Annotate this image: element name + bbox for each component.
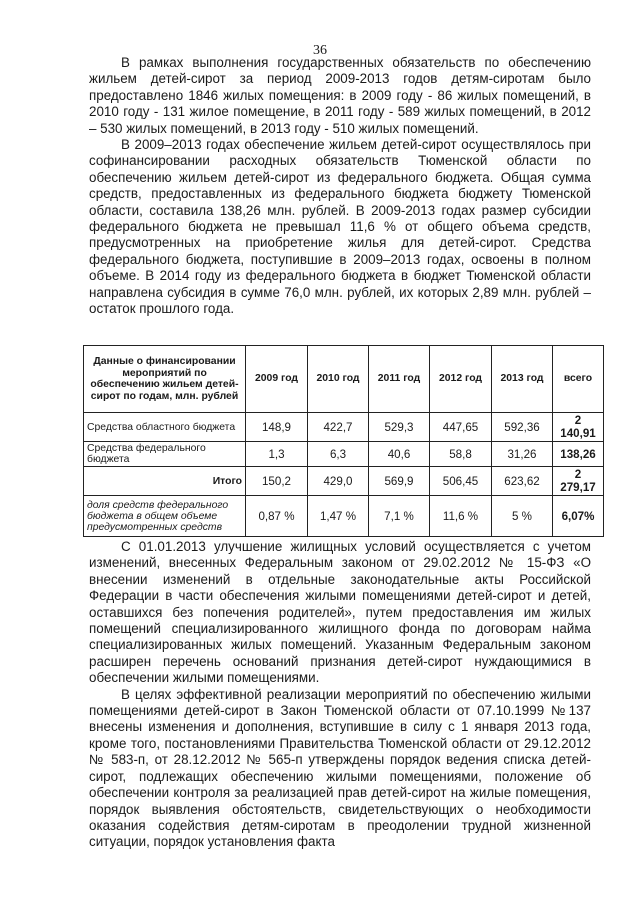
row-label: Средства федерального бюджета: [84, 442, 246, 467]
paragraph: В 2009–2013 годах обеспечение жильем детей-сирот осуществлялось при софинансировании расходных обязательств Тюменской области по обеспечению жильем детей-сирот из федерального бюджета. Общая сумма средств, предоставленных из федерального бюджета бюджету Тюменской области, составила 138,26 млн. рублей. В 2009-2013 годах размер субсидии федерального бюджета не превышал 11,6 % от общего объема средств, предусмотренных на приобретение жилья для детей-сирот. Средства федерального бюджета, поступившие в 2009–2013 годах, освоены в полном объеме. В 2014 году из федерального бюджета в бюджет Тюменской области направлена субсидия в сумме 76,0 млн. рублей, их которых 2,89 млн. рублей – остаток прошлого года.: [89, 137, 591, 317]
paragraph: С 01.01.2013 улучшение жилищных условий осуществляется с учетом изменений, внесенных Федеральным законом от 29.02.2012 № 15-ФЗ «О внесении изменений в отдельные законодательные акты Российской Федерации в части обеспечения жилыми помещениями детей-сирот и детей, оставшихся без попечения родителей», путем предоставления им жилых помещений специализированного жилищного фонда по договорам найма специализированных жилых помещений. Указанным Федеральным законом расширен перечень оснований признания детей-сирот нуждающимися в обеспечении жилыми помещениями.: [89, 539, 591, 686]
paragraph: В рамках выполнения государственных обязательств по обеспечению жильем детей-сирот за период 2009-2013 годов детям-сиротам было предоставлено 1846 жилых помещения: в 2009 году - 86 жилых помещений, в 2010 году - 131 жилое помещение, в 2011 году - 589 жилых помещений, в 2012 – 530 жилых помещений, в 2013 году - 510 жилых помещений.: [89, 55, 591, 136]
table-cell: 529,3: [369, 413, 430, 442]
table-cell: 7,1 %: [369, 496, 430, 537]
table-cell: 447,65: [430, 413, 492, 442]
table-cell-total: 6,07%: [553, 496, 604, 537]
table-row: [84, 413, 604, 442]
table-row: [84, 442, 604, 467]
table-cell: 40,6: [369, 442, 430, 467]
table-cell: 623,62: [492, 467, 553, 496]
table-cell-total: 138,26: [553, 442, 604, 467]
table-cell-total: 2 140,91: [553, 413, 604, 442]
table-cell: 0,87 %: [246, 496, 308, 537]
table-header-row: [84, 346, 604, 413]
table-cell: 6,3: [308, 442, 369, 467]
table-cell: 11,6 %: [430, 496, 492, 537]
table-cell: 5 %: [492, 496, 553, 537]
table-cell: 506,45: [430, 467, 492, 496]
paragraph: В целях эффективной реализации мероприятий по обеспечению жилыми помещениями детей-сирот в Закон Тюменской области от 07.10.1999 №137 внесены изменения и дополнения, вступившие в силу с 1 января 2013 года, кроме того, постановлениями Правительства Тюменской области от 29.12.2012 № 583-п, от 28.12.2012 № 565-п утверждены порядок ведения списка детей-сирот, подлежащих обеспечению жилыми помещениями, положение об обеспечении контроля за реализацией прав детей-сирот на жилые помещения, порядок выявления обстоятельств, свидетельствующих о необходимости оказания содействия детям-сиротам в преодолении трудной жизненной ситуации, порядок установления факта: [89, 686, 591, 850]
column-header: 2013 год: [492, 346, 553, 413]
table-cell: 1,47 %: [308, 496, 369, 537]
table-cell: 569,9: [369, 467, 430, 496]
table-cell: 429,0: [308, 467, 369, 496]
table-cell: 1,3: [246, 442, 308, 467]
table-row: [84, 467, 604, 496]
table-cell: 148,9: [246, 413, 308, 442]
row-label: Итого: [84, 467, 246, 496]
intro-text: [89, 55, 591, 318]
page-number: 36: [313, 43, 327, 58]
table-cell-total: 2 279,17: [553, 467, 604, 496]
table-cell: 58,8: [430, 442, 492, 467]
table-row: [84, 496, 604, 537]
table-cell: 150,2: [246, 467, 308, 496]
table-header-label: Данные о финансировании мероприятий по обеспечению жильем детей-сирот по годам, млн. рублей: [84, 346, 246, 413]
column-header: 2012 год: [430, 346, 492, 413]
table-cell: 592,36: [492, 413, 553, 442]
main-text: [89, 539, 591, 851]
row-label: Средства областного бюджета: [84, 413, 246, 442]
column-header: всего: [553, 346, 604, 413]
column-header: 2010 год: [308, 346, 369, 413]
column-header: 2011 год: [369, 346, 430, 413]
financing-table: [83, 345, 604, 537]
table-cell: 31,26: [492, 442, 553, 467]
column-header: 2009 год: [246, 346, 308, 413]
row-label: доля средств федерального бюджета в общем объеме предусмотренных средств: [84, 496, 246, 537]
table-cell: 422,7: [308, 413, 369, 442]
